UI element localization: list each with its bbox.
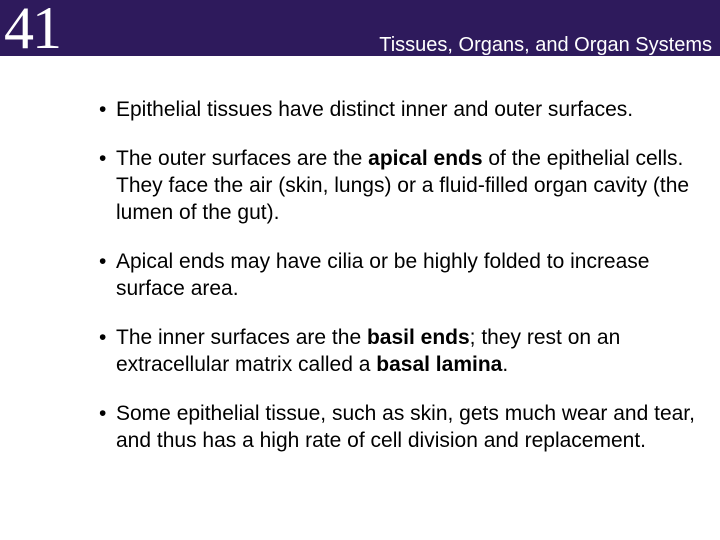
bullet-text: ; they rest on an extracellular matrix called a bbox=[116, 326, 621, 376]
bullet-item bbox=[99, 324, 699, 378]
bullet-item bbox=[99, 96, 699, 123]
bullet-text: of the epithelial cells. They face the air (skin, lungs) or a fluid-filled organ cavity (the lumen of the gut). bbox=[116, 147, 690, 224]
bullet-list bbox=[99, 96, 699, 476]
header-bar bbox=[0, 0, 720, 61]
bullet-marker: • bbox=[99, 402, 107, 425]
bullet-marker: • bbox=[99, 147, 107, 170]
bullet-marker: • bbox=[99, 98, 107, 121]
bullet-marker: • bbox=[99, 250, 107, 273]
bold-term: apical ends bbox=[368, 147, 483, 170]
bullet-text: . bbox=[502, 353, 509, 376]
bullet-text: The inner surfaces are the bbox=[116, 326, 367, 349]
bullet-text: Epithelial tissues have distinct inner and outer surfaces. bbox=[116, 98, 634, 121]
bullet-item bbox=[99, 248, 699, 302]
bullet-item bbox=[99, 400, 699, 454]
bullet-text: Some epithelial tissue, such as skin, gets much wear and tear, and thus has a high rate of cell division and replacement. bbox=[116, 402, 695, 452]
chapter-number: 41 bbox=[4, 0, 60, 61]
bold-term: basil ends bbox=[366, 326, 470, 349]
bold-term: basal lamina bbox=[376, 353, 503, 376]
bullet-text: The outer surfaces are the bbox=[116, 147, 369, 170]
bullet-text: Apical ends may have cilia or be highly folded to increase surface area. bbox=[116, 250, 650, 300]
slide-title: Tissues, Organs, and Organ Systems bbox=[379, 34, 712, 56]
bullet-item bbox=[99, 145, 699, 226]
bullet-marker: • bbox=[99, 326, 107, 349]
